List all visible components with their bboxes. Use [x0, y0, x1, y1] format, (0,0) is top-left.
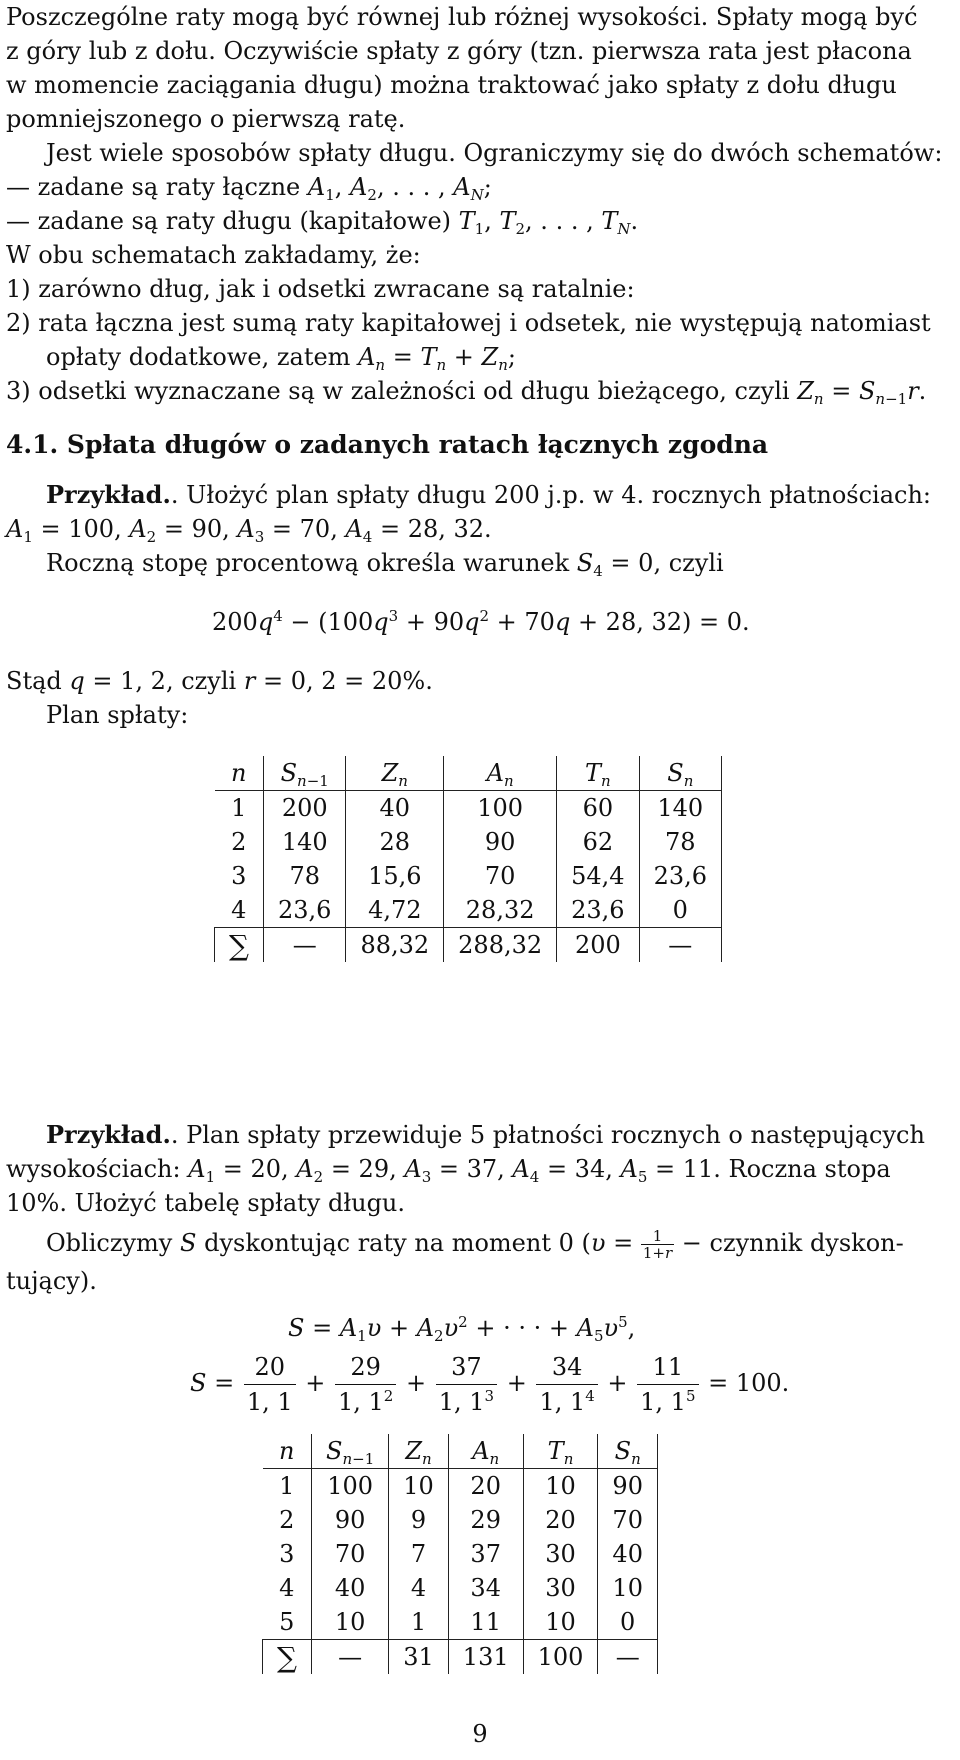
example-2-pre: wysokościach:	[6, 1155, 181, 1183]
example-1-line-4: Stąd q = 1, 2, czyli r = 0, 2 = 20%.	[6, 667, 433, 695]
example-1-text: . Ułożyć plan spłaty długu 200 j.p. w 4. rocznych płatnościach:	[170, 481, 932, 509]
example-2-line-1	[46, 1118, 925, 1152]
scheme-1: — zadane są raty łączne $A_1$, $A_2$, . . . , $A_N$;	[6, 173, 492, 204]
plan-label: Plan spłaty:	[46, 701, 189, 729]
sum-symbol: ∑	[229, 928, 249, 962]
intro-line-1: Poszczególne raty mogą być równej lub różnej wysokości. Spłaty mogą być	[6, 3, 918, 31]
intro-line-2: z góry lub z dołu. Oczywiście spłaty z góry (tzn. pierwsza rata jest płacona	[6, 37, 912, 65]
table-header: n $S_{n-1}$ $Z_n$ $A_n$ $T_n$ $S_n$	[215, 756, 722, 791]
table-sum-row: ∑ — 88,32 288,32 200 —	[215, 928, 722, 963]
table-row: 4 23,6 4,72 28,32 23,6 0	[215, 893, 722, 928]
example-2-text: . Plan spłaty przewiduje 5 płatności rocznych o następujących	[170, 1121, 925, 1149]
section-number: 4.1.	[6, 430, 59, 459]
section-heading	[6, 428, 768, 462]
example-1-line-1	[46, 478, 931, 512]
table-row: 3 78 15,6 70 54,4 23,6	[215, 859, 722, 893]
example-2-line-4: Obliczymy S dyskontując raty na moment 0 (υ = $\frac{1}{1+r}$ − czynnik dyskon-	[46, 1227, 904, 1262]
table-sum-row: ∑ — 31 131 100 —	[263, 1640, 658, 1675]
page-number: 9	[472, 1720, 488, 1748]
table-row: 4 40 4 34 30 10	[263, 1571, 658, 1605]
rate-tail: , czyli	[653, 549, 724, 577]
equation-1: $200q^4 - (100q^3 + 90q^2 + 70q + 28$, 32) = 0.	[212, 607, 750, 636]
table-row: 3 70 7 37 30 40	[263, 1537, 658, 1571]
line4-post: czynnik dyskon-	[709, 1229, 904, 1257]
assumption-1: 1) zarówno dług, jak i odsetki zwracane są ratalnie:	[6, 275, 635, 303]
example-2-line-3: 10%. Ułożyć tabelę spłaty długu.	[6, 1189, 406, 1217]
example-2-post: . Roczna stopa	[713, 1155, 891, 1183]
example-1-label: Przykład.	[46, 480, 171, 509]
equation-2: $S = A_1\upsilon + A_2\upsilon^2$ + · · · + $A_5\upsilon^5$,	[288, 1313, 636, 1345]
discount-factor-fraction: $\frac{1}{1+r}$	[642, 1227, 673, 1262]
scheme-1-text: — zadane są raty łączne	[6, 173, 301, 201]
intro-line-5: Jest wiele sposobów spłaty długu. Ograniczymy się do dwóch schematów:	[46, 139, 943, 167]
sum-symbol: ∑	[277, 1640, 297, 1674]
assumption-2: 2) rata łączna jest sumą raty kapitałowej i odsetek, nie występują natomiast	[6, 309, 931, 337]
equation-3: S = $\frac{20}{1, 1}$ + $\frac{29}{1, 1^2}$ + $\frac{37}{1, 1^3}$ + $\frac{34}{1, 1^4}$ + $\frac{11}{1, 1^5}$ = 100.	[190, 1350, 789, 1419]
assumption-3: 3) odsetki wyznaczane są w zależności od długu bieżącego, czyli $Z_n = S_{n-1}r$.	[6, 377, 927, 408]
assumption-2-cont: opłaty dodatkowe, zatem $A_n = T_n + Z_n$;	[46, 343, 516, 374]
payment-table-1	[214, 756, 722, 962]
table-row: 1 100 10 20 10 90	[263, 1469, 658, 1504]
scheme-2-text: — zadane są raty długu (kapitałowe)	[6, 207, 452, 235]
table-row: 2 140 28 90 62 78	[215, 825, 722, 859]
table-row: 5 10 1 11 10 0	[263, 1605, 658, 1640]
hence-text: Stąd	[6, 667, 62, 695]
table-row: 2 90 9 29 20 70	[263, 1503, 658, 1537]
example-1-line-2: $A_1 = 100$, $A_2 = 90$, $A_3 = 70$, $A_4 = 28$, 32.	[6, 515, 492, 546]
intro-line-4: pomniejszonego o pierwszą ratę.	[6, 105, 406, 133]
payment-table-2	[262, 1434, 658, 1674]
table-header: n $S_{n-1}$ $Z_n$ $A_n$ $T_n$ $S_n$	[263, 1434, 658, 1469]
hence-mid: , czyli	[165, 667, 237, 695]
assumption-2b-text: opłaty dodatkowe, zatem	[46, 343, 351, 371]
line4-pre: Obliczymy	[46, 1229, 173, 1257]
rate-text: Roczną stopę procentową określa warunek	[46, 549, 570, 577]
example-1-line-3: Roczną stopę procentową określa warunek $S_4 = 0$, czyli	[46, 549, 724, 580]
scheme-2: — zadane są raty długu (kapitałowe) $T_1$, $T_2$, . . . , $T_N$.	[6, 207, 639, 238]
example-2-line-2: wysokościach: $A_1 = 20$, $A_2 = 29$, $A_3 = 37$, $A_4 = 34$, $A_5 = 11$. Roczna stopa	[6, 1155, 891, 1186]
intro-line-3: w momencie zaciągania długu) można traktować jako spłaty z dołu długu	[6, 71, 897, 99]
assumptions-intro: W obu schematach zakładamy, że:	[6, 241, 421, 269]
example-2-label: Przykład.	[46, 1120, 171, 1149]
assumption-3-text: 3) odsetki wyznaczane są w zależności od długu bieżącego, czyli	[6, 377, 790, 405]
example-2-line-5: tujący).	[6, 1267, 97, 1295]
table-row: 1 200 40 100 60 140	[215, 791, 722, 826]
section-title: Spłata długów o zadanych ratach łącznych zgodna	[66, 430, 769, 459]
line4-mid: dyskontując raty na moment 0	[204, 1229, 574, 1257]
